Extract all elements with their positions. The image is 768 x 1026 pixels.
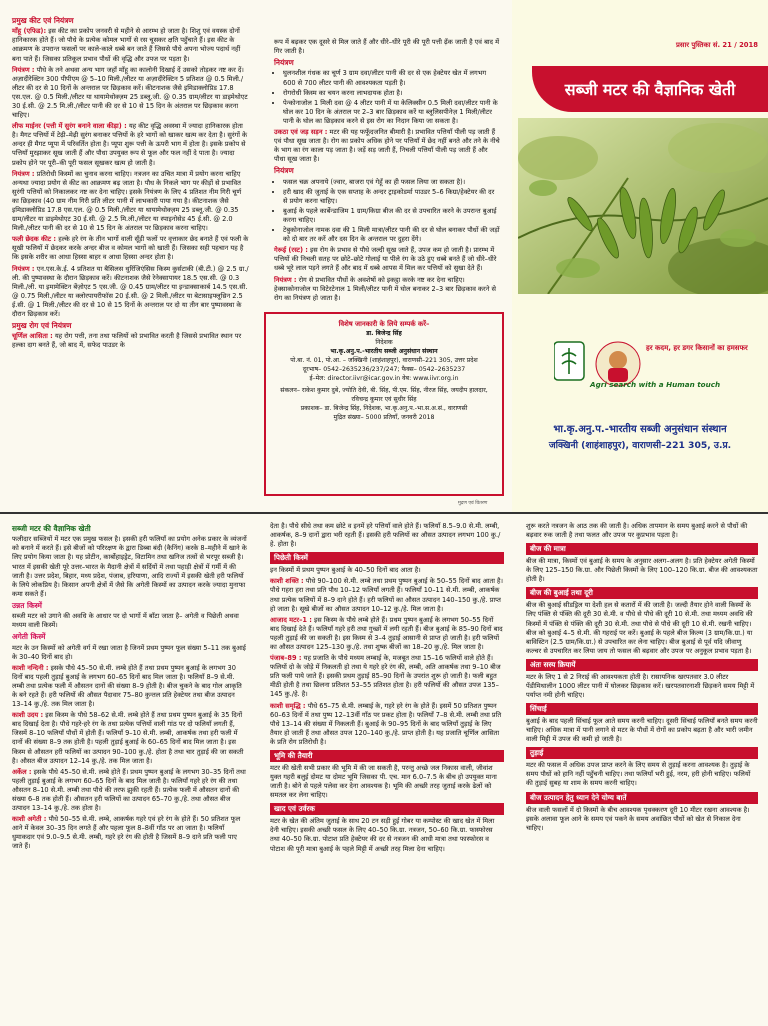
heading-control: नियंत्रण xyxy=(274,58,294,68)
column-pests-diseases xyxy=(0,0,260,512)
icar-logo-block xyxy=(554,338,764,396)
list-item: • बुआई के पहले कार्बेन्डाजिम 1 ग्राम/किग्रा बीज की दर से उपचारित करने के उपरान्त बुआई करना चाहिए। xyxy=(283,207,500,225)
paragraph-rust-control: नियंत्रण : रोग से प्रभावित पौधों के अवशेषों को इकट्ठा करके नष्ट कर देना चाहिए। हेक्साकोनाजोल या विटेरटेनाल 1 मिली/लीटर पानी में घोल बनाकर 2–3 बार छिड़काव करने से रोग का नियंत्रण हो जाता है। xyxy=(274,275,496,302)
list-item: • घुलनशील गंधक का चूर्ण 3 ग्राम दवा/लीटर पानी की दर से एक हेक्टेयर खेत में लगभग 600 से 700 लीटर पानी की आवश्यकता पड़ती है। xyxy=(283,69,500,87)
paragraph-aphid-control: नियंत्रण : पौधे के तने अथवा अन्य भाग जहाँ माँहू का कालोनी दिखाई दें उसको तोड़कर नष्ट कर दें। अज़ादीरेक्टिन 300 पीपीएम @ 5–10 मिली./लीटर या अज़ादीरेक्टिन 5 प्रतिशत @ 0.5 मिली./लीटर की दर से 10 दिनों के अन्तराल पर छिड़काव करें। कीटनाशक जैसे इमिडाक्लोप्रिड 17.8 एस.एल. @ 0.5 मिली./लीटर या थायामेथोक्ज़म 25 डब्लू.जी. @ 0.35 ग्राम/लीटर या डाइमेथोएट 30 ई.सी. @ 2.5 मि.ली./लीटर पानी की दर से 10 से 15 दिन के अंतराल पर छिड़काव करना चाहिए। xyxy=(12,65,248,120)
heading-manure-fertilizer: खाद एवं उर्वरक xyxy=(270,803,504,815)
contact-role: निदेशक xyxy=(375,338,393,346)
column-late-varieties-soil xyxy=(258,514,514,1026)
heading-sowing-spacing: बीज की बुआई तथा दूरी xyxy=(526,587,758,599)
paragraph-land: मटर की खेती सभी प्रकार की भूमि में की जा सकती है, परन्तु अच्छे जल निकास वाली, जीवांश युक्त गहरी बलुई दोमट या दोमट भूमि जिसका पी. एच. मान 6.0–7.5 के बीच हो उपयुक्त माना जाती है। बोने से पहले पलेवा कर देना आवश्यक है। भूमि की अच्छी तरह जुताई करके ढेलों को समतल कर लेना चाहिए। xyxy=(270,763,497,800)
paragraph-kashi-nandini: काशी नन्दिनी : इसके पौधे 45–50 से.मी. लम्बे होते हैं तथा प्रथम पुष्पन बुआई के लगभग 30 दिनों बाद पहली तुड़ाई बुआई के लगभग 60–65 दिनों बाद मिल जाता है। फलियाँ 8–9 से.मी. लम्बी तथा प्रत्येक फली में औसतन दानों की संख्या 8–9 होती है। बीज चुकने के बाद गोल आकृति के बने रहते हैं। हरी फलियों की औसत पैदावार 75–80 कुन्तल प्रति हेक्टेयर तथा बीज उत्पादन 13–14 कु./हे. तक मिल जाता है। xyxy=(12,663,242,709)
printer-mark: मुद्रण एवं वितरण xyxy=(458,501,488,506)
list-item: • टेबुकोनाजोल नामक दवा की 1 मिली मात्रा/लीटर पानी की दर से घोल बनाकर पौधों की जड़ों को दो बार तर करें और दस दिन के अन्तराल पर दुहरा देंगे। xyxy=(283,226,500,244)
heading-control-2: नियंत्रण xyxy=(274,166,294,176)
paragraph-seed-production: बीज वाली फसलों में दो किस्मों के बीच आवश्यक पृथक्करण दूरी 10 मीटर रखना आवश्यक है। इसके अलावा फूल आने के समय एवं पकने के समय अवांछित पौधों को खेत से निकाल देना चाहिए। xyxy=(526,805,750,832)
contact-compiled: संकलन– राकेश कुमार दुबे, ज्योति देवी, बी. सिंह, पी.एम. सिंह, नीरज सिंह, जयदीप हालदार, रविचन्द्र कुमार एवं सुधीर सिंह xyxy=(280,386,488,403)
heading-intercultural: अंतः सस्य क्रियायें xyxy=(526,659,758,671)
paragraph-sowing-time: शुरू करते नत्रजन के आठ तक की जाती है। अधिक तापमान के समय बुआई करने से पौधों की बढ़वार रुक जाती है तथा फलत और उपज पर कुप्रभाव पड़ता है। xyxy=(526,522,748,540)
paragraph-rust: गेरूई (रस्ट) : इस रोग के प्रभाव से पौधे जल्दी सूख जाते हैं, उपज कम हो जाती है। प्रारम्भ में पत्तियों की निचली सतह पर छोटे–छोटे गोलाई या पीले रंग के उठे हुए धब्बे बनते हैं जो धीरे–धीरे धब्बे भूरे लाल पड़ने लगते हैं और बाद में धब्बे आपस में मिल कर पत्तियों को सुखा देते हैं। xyxy=(274,246,497,273)
paragraph-kashi-ageti: काशी अगेती : पौधे 50–55 से.मी. लम्बे, आकर्षक गहरे एवं हरे रंग के होते हैं। 50 प्रतिशत फूल आने में केवल 30–35 दिन लगते हैं और पहला फूल 8–8वीं गाँठ पर आ जाता है। फलियाँ धुमाकदार एवं 9.0–9.5 से.मी. लम्बी, गहरे हरे रंग की होती है जिसमें 8–9 दाने प्रति फली पाए जाते हैं। xyxy=(12,815,241,851)
contact-title: विशेष जानकारी के लिये सम्पर्क करें– xyxy=(338,320,430,328)
heading-pests: प्रमुख कीट एवं नियंत्रण xyxy=(12,16,74,25)
contact-phone: दूरभाष– 0542–2635236/237/247; फैक्स– 0542–2635237 xyxy=(302,365,466,373)
institute-line-1: भा.कृ.अनु.प.-भारतीय सब्जी अनुसंधान संस्थान xyxy=(553,424,727,435)
column-disease-control xyxy=(262,0,510,312)
paragraph-aphid: माँहू (एफिड): इस कीट का प्रकोप जनवरी से महीने से आरम्भ हो जाता है। शिशु एवं वयस्क दोनों हानिकारक होते हैं। जो पौधे के प्रत्येक कोमल भागों से रस चूसकर क्षति पहुँचाते हैं। इस कीट के आक्रमण के उपरान्त फसलों पर काले-काले धब्बे बन जाते हैं जिससे पौधे अपना भोज्य पदार्थ नहीं बना पाते हैं। जिसका प्रतिकूल प्रभाव पौधों की वृद्धि और उपज पर पड़ता है। xyxy=(12,27,241,63)
list-item: • पेन्कोनाजोल 1 मिली दवा @ 4 लीटर पानी में या केलिक्सीन 0.5 मिली दवा/लीटर पानी के घोल कर 10 दिन के अंतराल पर 2–3 बार छिड़काव करें या ब्लूलिसपीनेज़ 1 मिली/लीटर पानी के घोल का छिड़काव करने से इस रोग का निदान किया जा सकता है। xyxy=(283,99,500,126)
heading-improved-varieties: उन्नत किस्में xyxy=(12,600,42,610)
paragraph-sowing: बीज की बुआई सीडड्रिल या देशी हल से कतारों में की जाती है। जल्दी तैयार होने वाली किस्मों के लिए पंक्ति से पंक्ति की दूरी 30 से.मी. व पौधे से पौधे की दूरी 10 से.मी. तथा मध्यम अवधि की किस्मों में पंक्ति से पंक्ति की दूरी 30 से.मी. तथा पौधे से पौधे की दूरी 10 से.मी. रखनी चाहिए। बीज को बुआई 4–5 से.मी. की गहराई पर करें। बुआई के पहले बीज किल्म (3 ग्राम/कि.ग्रा.) या बाविस्टिन (2.5 ग्राम/कि.ग्रा.) से उपचारित कर लेना चाहिए। बीज बुआई से पूर्व यदि जीवाणु कल्चर से उपचारित कर लिया जाय तो फसल की बढ़वार और उपज पर अनुकूल प्रभाव पड़ता है। xyxy=(526,601,753,655)
column-intro-varieties xyxy=(0,514,258,1026)
list-item: • हरी खाद की जुताई के एक सप्ताह के अन्दर ट्राइकोडर्मा पाउडर 5–6 किग्रा/हेक्टेयर की दर से प्रयोग करना चाहिए। xyxy=(283,188,500,206)
paragraph-pod-borer-control: नियंत्रण : एन.एस.के.ई. 4 प्रतिशत या बैसिलस थुरिंजिएंसिस किस्म कुर्सटाकी (बी.टी.) @ 2.5 ग्रा./ली. की पुष्पावस्था के दौरान छिड़काव करें। कीटनाशक जैसे रेनेक्सापायर 18.5 एस.सी. @ 0.3 मिली./ली. या इमामेक्टिन बेंज़ोएट 5 एस.जी. @ 0.45 ग्राम/लीटर या इन्डाक्साकार्ब 14.5 एस.सी. @ 0.75 मिली./लीटर या क्लोरपायरीफॉस 20 ई.सी. @ 2 मिली./लीटर या बेटासाइफ्लूथ्रिन 2.5 ई.सी. @ 1 मिली./लीटर की दर से 10 से 15 दिनों के अन्तराल पर दो या तीन बार पुष्पावस्था के दौरान छिड़काव करें। xyxy=(12,264,249,319)
paragraph-ageti-cont: देता है। पौधे सीधे तथा कम छोटे व इनमें हरे पत्तियाँ वाले होते हैं। फलियाँ 8.5–9.0 से.मी. लम्बी, आकर्षक, 8–9 दानों द्वारा भरी रहती हैं। इसकी हरी फलियों का औसत उत्पादन लगभग 100 कु./हे. होता है। xyxy=(270,522,501,549)
list-item: • फसल चक्र अपनाये (ज्वार, बाजरा एवं गेहूँ का ही फसल लिया जा सकता है)। xyxy=(283,178,500,187)
logo-tagline: हर कदम, हर डगर किसानों का हमसफर xyxy=(646,344,748,352)
contact-org: भा.कृ.अनु.प.-भारतीय सब्जी अनुसंधान संस्थान xyxy=(330,347,438,355)
paragraph-harvesting: मटर की फसल में अधिक उपज प्राप्त करने के लिए समय से तुड़ाई करना आवश्यक है। तुड़ाई के समय पौधों को हानि नहीं पहुँचनी चाहिए। तथा फलियाँ भरी हुई, नरम, हरी होनी चाहिए। फलियों की तुड़ाई सुबह या शाम के समय करनी चाहिए। xyxy=(526,761,751,788)
paragraph-kashi-shakti: काशी शक्ति : पौधे 90–100 से.मी. लम्बे तथा प्रथम पुष्पन बुआई के 50–55 दिनों बाद आता है। पौधे गहरा हरा तथा प्रति पौध 10–12 फलियाँ लगती हैं। फलियाँ 10–11 से.मी. लम्बी, आकर्षक तथा प्रत्येक फलियों में 8–9 दाने होते हैं। हरी फलियों का औसत उत्पादन 140–150 कु./हे. प्राप्त हो जाता है। सूखे बीजों का औसत उत्पादन 10–12 कु./हे. मिल जाता है। xyxy=(270,577,504,613)
list-item: • रोगरोधी किस्म का चयन करना लाभदायक होता है। xyxy=(283,89,500,98)
brochure-inner-side xyxy=(0,512,768,1026)
paragraph-punjab-89: पंजाब–89 : यह प्रजाति के पौधे मध्यम लम्बाई के, मजबूत तथा 15–16 फलियों वाले होते हैं। फलियों दो के जोड़े में निकलती हो तथा ये गहरे हरे रंग की, लम्बी, अति आकर्षक तथा 9–10 बीज प्रति फली पाये जाते हैं। इसकी प्रथम तुड़ाई 85–90 दिनों के उपरांत शुरू हो जाती है। फली बहुत मीठी होती है तथा छिलना प्रतिशत 53–55 प्रतिशत होता है। हरी फलियों की औसत उपज 135–145 कु./हे. है। xyxy=(270,654,501,699)
paragraph-irrigation: बुआई के बाद पहली सिंचाई फूल आते समय करनी चाहिए। दूसरी सिंचाई फलियाँ बनते समय करनी चाहिए। अधिक मात्रा में पानी लगाने से मटर के पौधों में रोगों का प्रकोप बढ़ता है और भारी जमीन वाली मिट्टी में उपज की कमी हो जाती है। xyxy=(526,717,758,744)
paragraph-kashi-uday: काशी उदय : इस किस्म के पौधे 58–62 से.मी. लम्बे होते हैं तथा प्रथम पुष्पन बुआई के 35 दिनों बाद दिखाई देता है। पौधे गहरे-हरे रंग के तथा प्रत्येक पत्तियों वाली गांठ पर दो फलियाँ लगती हैं, जिसमें 8–10 फलियाँ पौधों में होती हैं। फलियाँ 9–10 से.मी. लम्बी, आकर्षक तथा हरी फली में दानों की संख्या 8–9 तक होती है। पहली तुड़ाई बुआई के 60–65 दिनों बाद मिल जाता है। इस किस्म से औसतन हरी फलियों का उत्पादन 90–100 कु./हे. होता है तथा चार तुड़ाई की जा सकती है। औसत बीज उत्पादन 12–14 कु./हे. तक मिल जाता है। xyxy=(12,711,244,765)
paragraph-late: इन किस्मों में प्रथम पुष्पन बुआई के 40–50 दिनों बाद आता है। xyxy=(270,566,421,575)
heading-irrigation: सिंचाई xyxy=(526,703,758,715)
paragraph-manure: मटर के खेत की अंतिम जुताई के साथ 20 टन सड़ी हुई गोबर या कम्पोस्ट की खाद खेत में मिला देनी चाहिए। इसकी अच्छी फसल के लिए 40–50 कि.ग्रा. नत्रजन, 50–60 कि.ग्रा. फास्फोरस तथा 40–50 कि.ग्रा. पोटाश प्रति हेक्टेयर की दर से नत्रजन की आधी मात्रा तथा फास्फोरस व पोटाश की पूरी मात्रा बुआई के पहले मिट्टी में अच्छी तरह मिला देना चाहिए। xyxy=(270,817,495,853)
contact-box xyxy=(264,312,504,496)
paragraph-leaf-miner: लीफ माईनर (पत्ती में सुरंग बनाने वाला कीड़ा) : यह कीट वृद्धि अवस्था में ज्यादा हानिकारक होता है। मैगट पत्तियों में टेढ़ी–मेढ़ी सुरंग बनाकर पत्तियों के हरे भागों को खाकर खत्म कर देता है। सुरंगों के अन्दर ही मैगट प्यूपा में परिवर्तित होता है। प्यूपा शुरू पत्ती के ऊपरी भाग में होता है। इसके प्रकोप से पत्तियाँ मुरझाकर सूख जाती हैं और पौधा उपयुक्त रूप से फूल और फल नहीं दे पाता है। ज्यादा प्रकोप होने पर पूरी–की पूरी फसल सूखकर खत्म हो जाती है। xyxy=(12,122,248,167)
heading-land-preparation: भूमि की तैयारी xyxy=(270,750,504,762)
paragraph-intro: फलीदार सब्जियों में मटर एक प्रमुख फसल है। इसकी हरी फलियाँ का प्रयोग अनेक प्रकार के व्यंजनों को बनाने में करते हैं। इसे बीजों को परिरक्षण के द्वारा डिब्बा बंदी (कैनिंग) करके 8–महीने में खाने के लिए प्रयोग किया जाता है। यह प्रोटीन, कार्बोहाइड्रेट, विटामिन तथा खनिज तत्वों से भरपूर सब्जी है। भारत में इसकी खेती पूरे उत्तर–भारत के मैदानी क्षेत्रों में सर्दियों में तथा पहाड़ी क्षेत्रों में गर्मी में की जाती है। उत्तर प्रदेश, बिहार, मध्य प्रदेश, पंजाब, हरियाणा, आदि राज्यों में इसकी खेती हरी फलियों के लिये लोकप्रिय है। किसान अपनी क्षेत्रों में जैसे कि अगेती किस्मों का उत्पादन करके ज्यादा मुनाफा कमा सकते हैं। xyxy=(12,535,247,598)
paragraph-arkel: अर्केल : इसके पौधे 45–50 से.मी. लम्बे होते हैं। प्रथम पुष्पन बुआई के लगभग 30–35 दिनों तथा पहली तुड़ाई बुआई के लगभग 60–65 दिनों के बाद मिल जाती है। फलियाँ गहरे हरे रंग की तथा औसतन 8–10 से.मी. लम्बी तथा पौधे की तरफ झुकी रहती हैं। प्रत्येक फली में औसतन दानों की संख्या 6–8 तक होती हैं। औसतन हरी फलियों का उत्पादन 65–70 कु./हे. तथा औसत बीज उत्पादन 13–14 कु./हे. तक होता है। xyxy=(12,767,246,813)
institute-line-2: जक्खिनी (शाहंशाहपुर), वाराणसी–221 305, उ.प्र. xyxy=(548,440,732,451)
booklet-number: प्रसार पुस्तिका सं. 21 / 2018 xyxy=(676,41,758,49)
heading-intro: सब्जी मटर की वैज्ञानिक खेती xyxy=(12,524,91,533)
cover-title: सब्जी मटर की वैज्ञानिक खेती xyxy=(532,66,768,112)
list-wilt-control xyxy=(274,178,500,245)
paragraph-varieties: सब्जी मटर को उगाने की अवधि के आधार पर दो भागों में बाँटा जाता है– अगेती व पिछेती अथवा मध्यम वाली किस्में। xyxy=(12,612,239,630)
contact-publisher: प्रकाशक– डा. बिजेन्द्र सिंह, निदेशक, भा.कृ.अनु.प.-भा.स.अ.सं., वाराणसी xyxy=(300,404,468,412)
paragraph-powdery-mildew: चूर्णिल आसिता : यह रोग पत्ती, तना तथा फलियों को प्रभावित करती है जिससे प्रभावित स्थान पर हल्का दाग बनते हैं, जो बाद में, सफेद पाउडर के xyxy=(12,332,242,350)
contact-person: डा. बिजेन्द्र सिंह xyxy=(366,329,402,337)
paragraph-wilt: उकठा एवं जड़ सड़न : मटर की यह फफूँदजनित बीमारी है। प्रभावित पत्तियाँ पीली पड़ जाती हैं एवं पौधा सूख जाता है। रोग का प्रकोप अधिक होने पर पत्तियाँ में छेद नहीं बनते और तने के नीचे के भाग का रंग काला पड़ जाता है। जड़ें सड़ जाती हैं, निचली पत्तियाँ पीली पड़ जाती हैं और पौधा सूख जाता है। xyxy=(274,127,500,164)
heading-seed-production: बीज उत्पादन हेतु ध्यान देने योग्य बातें xyxy=(526,792,758,804)
paragraph-mildew-cont: रूप में बढ़कर एक दूसरे से मिल जाते हैं और धीरे–धीरे पूरी की पूरी पत्ती ढ़ँक जाती है एवं बाद में गिर जाती है। xyxy=(274,38,500,56)
list-mildew-control xyxy=(274,69,500,126)
brochure-outer-side xyxy=(0,0,768,512)
contact-print-run: मुद्रित संख्या– 5000 प्रतियाँ, जनवरी 2018 xyxy=(333,413,435,421)
paragraph-leaf-miner-control: नियंत्रण : प्रतिरोधी किस्मों का चुनाव करना चाहिए। नत्रजन का उचित मात्रा में प्रयोग करना चाहिए अन्यथा ज्यादा प्रयोग से कीट का आक्रमण बढ़ जाता है। पौध के निकले भाग पर कीड़ों से प्रभावित सुरंगी पत्तियों को निकालकर नष्ट कर देना चाहिए। इसके नियंत्रण के लिए 4 प्रतिशत नीम गिरी चूर्ण का छिड़काव (40 ग्राम नीम गिरी प्रति लीटर पानी में लाभकारी पाया गया है। कीटनाशक जैसे इमिडाक्लोप्रिड 17.8 एस.एल. @ 0.5 मिली./लीटर या थायामेथोक्ज़म 25 डब्लू.जी. @ 0.35 ग्राम/लीटर या डाइमेथोएट 30 ई.सी. @ 2.5 मि.ली./लीटर या स्पाइनोसेड 45 ई.सी. @ 2.0 मिली./लीटर पानी की दर से 10 से 15 दिन के अंतराल पर छिड़काव करना चाहिए। xyxy=(12,169,242,233)
paragraph-seed-rate: बीज की मात्रा, किस्मों एवं बुआई के समय के अनुसार अलग–अलग है। प्रति हेक्टेयर अगेती किस्मों के लिए 125–150 कि.ग्रा. और पिछेती किस्मों के लिए 100–120 कि.ग्रा. बीज की आवश्यकता होती है। xyxy=(526,557,758,584)
institute-name xyxy=(512,421,768,451)
column-sowing-harvest xyxy=(514,514,768,1026)
paragraph-early: मटर के उन किस्मों को अगेती वर्ग में रखा जाता है जिनमें प्रथम पुष्पन फूल संख्या 5–11 तक बुआई के 30–40 दिनों बाद हो। xyxy=(12,643,246,661)
heading-seed-rate: बीज की मात्रा xyxy=(526,543,758,555)
cover-panel xyxy=(512,0,768,512)
contact-address: पो.बा. नं. 01, पो.आ. – जक्खिनी (शाहंशाहपुर), वाराणसी–221 305, उत्तर प्रदेश xyxy=(290,356,478,364)
heading-harvesting: तुड़ाई xyxy=(526,747,758,759)
paragraph-azad-matar: आजाद मटर–1 : इस किस्म के पौधे लम्बे होते हैं। प्रथम पुष्पन बुआई के लगभग 50–55 दिनों बाद दिखाई देते हैं। फलियाँ गहरे हरी तथा गुच्छों में लगी रहती हैं। बीज बुआई के 85–90 दिनों बाद पहली तुड़ाई की जा सकती है। इस किस्म से 3–4 तुड़ाई आसानी से प्राप्त हो जाती है। हरी फलियों का औसत उत्पादन 125–130 कु./हे. तथा शुष्क बीजों का 18–20 कु./हे. मिल जाता है। xyxy=(270,615,503,651)
pea-plant-illustration xyxy=(518,118,768,294)
heading-early-varieties: अगेती किस्में xyxy=(12,632,46,642)
heading-late-varieties: पिछेती किस्में xyxy=(270,552,504,564)
logo-motto: Agri search with a Human touch xyxy=(590,380,721,389)
paragraph-pod-borer: फली छेदक कीट : हल्के हरे रंग के तीन भागों वाली सूँड़ी फलों पर वृत्ताकार छेद बनाते हैं एवं फली के सूखी फलियों में छेदकर करके अन्दर बीज व कोमल भागों को खाती हैं। जिसका सही पहचान यह है कि इसके शरीर का आधा हिस्सा बाहर व आधा हिस्सा अन्दर होता है। xyxy=(12,235,249,262)
heading-diseases: प्रमुख रोग एवं नियंत्रण xyxy=(12,321,72,331)
paragraph-kashi-samridhi: काशी समृद्धि : पौधे 65–75 से.मी. लम्बाई के, गहरे हरे रंग के होते हैं। इसमें 50 प्रतिशत पुष्पन 60–63 दिनों में तथा पुष्प 12–13वीं गाँठ पर प्रकट होता है। फलियाँ 7–8 से.मी. लम्बी तथा प्रति पौधे 13–14 की संख्या में निकलती हैं। बुआई के 90–95 दिनों के बाद फलियाँ तुड़ाई के लिए तैयार हो जाती हैं तथा औसत उपज 120–140 कु./हे. प्राप्त होती है। यह प्रजाति चूर्णिल आसिता के प्रति रोग प्रतिरोधी है। xyxy=(270,701,502,746)
contact-email: ई–मेल: director.iivr@icar.gov.in वेब: www.iivr.org.in xyxy=(309,374,459,382)
pea-plant-photo xyxy=(518,118,768,294)
paragraph-intercultural: मटर के लिए 1 से 2 निराई की आवश्यकता होती है। रासायनिक खरपतवार 3.0 लीटर पेंडीमिथालीन 1000 लीटर पानी में घोलकर छिड़काव करें। खरपतवारनाशी छिड़कने समय मिट्टी में पर्याप्त नमी होनी चाहिए। xyxy=(526,672,755,700)
